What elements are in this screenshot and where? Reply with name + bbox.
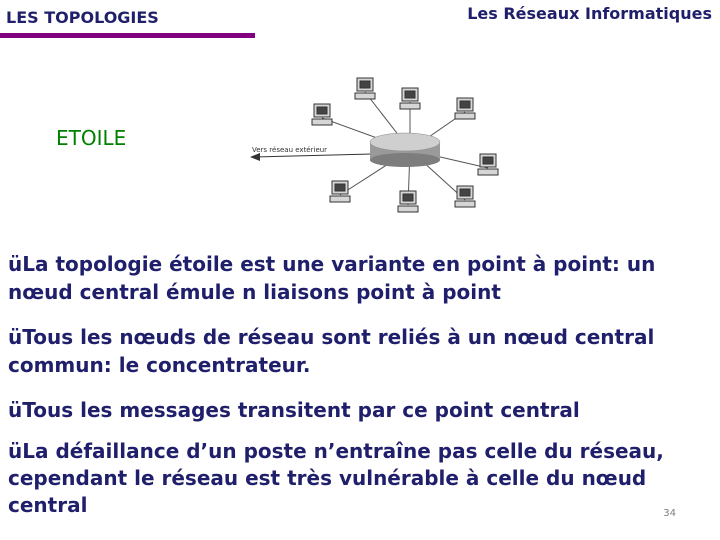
header-right-title: Les Réseaux Informatiques xyxy=(467,4,712,23)
computer-icon xyxy=(398,191,418,212)
computer-icon xyxy=(355,78,375,99)
bullet-list xyxy=(8,250,714,536)
bullet-item xyxy=(8,396,714,424)
header-left-title: LES TOPOLOGIES xyxy=(6,8,159,27)
check-icon: ü xyxy=(8,439,23,463)
computer-icon xyxy=(312,104,332,125)
bullet-text: Tous les messages transitent par ce point central xyxy=(22,398,580,422)
external-arrow xyxy=(250,153,372,161)
check-icon: ü xyxy=(8,398,23,422)
bullet-item xyxy=(8,323,714,379)
header-underline xyxy=(0,33,255,38)
computer-icon xyxy=(455,186,475,207)
bullet-text: La défaillance d’un poste n’entraîne pas celle du réseau, cependant le réseau est très vulnérable à celle du nœud central xyxy=(8,439,664,517)
check-icon: ü xyxy=(8,252,23,276)
bullet-text: La topologie étoile est une variante en point à point: un nœud central émule n liaisons point à point xyxy=(8,252,656,304)
check-icon: ü xyxy=(8,325,23,349)
arrow-label: Vers réseau extérieur xyxy=(252,146,328,154)
bullet-text: Tous les nœuds de réseau sont reliés à un nœud central commun: le concentrateur. xyxy=(8,325,655,377)
computer-icon xyxy=(330,181,350,202)
page-number: 34 xyxy=(663,508,676,519)
computer-icon xyxy=(400,88,420,109)
computer-icon xyxy=(478,154,498,175)
bullet-item xyxy=(8,250,714,306)
star-topology-diagram xyxy=(240,70,560,235)
hub-concentrator xyxy=(370,133,440,167)
computer-icon xyxy=(455,98,475,119)
slide-subtitle: ETOILE xyxy=(56,126,127,150)
bullet-item xyxy=(8,438,714,519)
